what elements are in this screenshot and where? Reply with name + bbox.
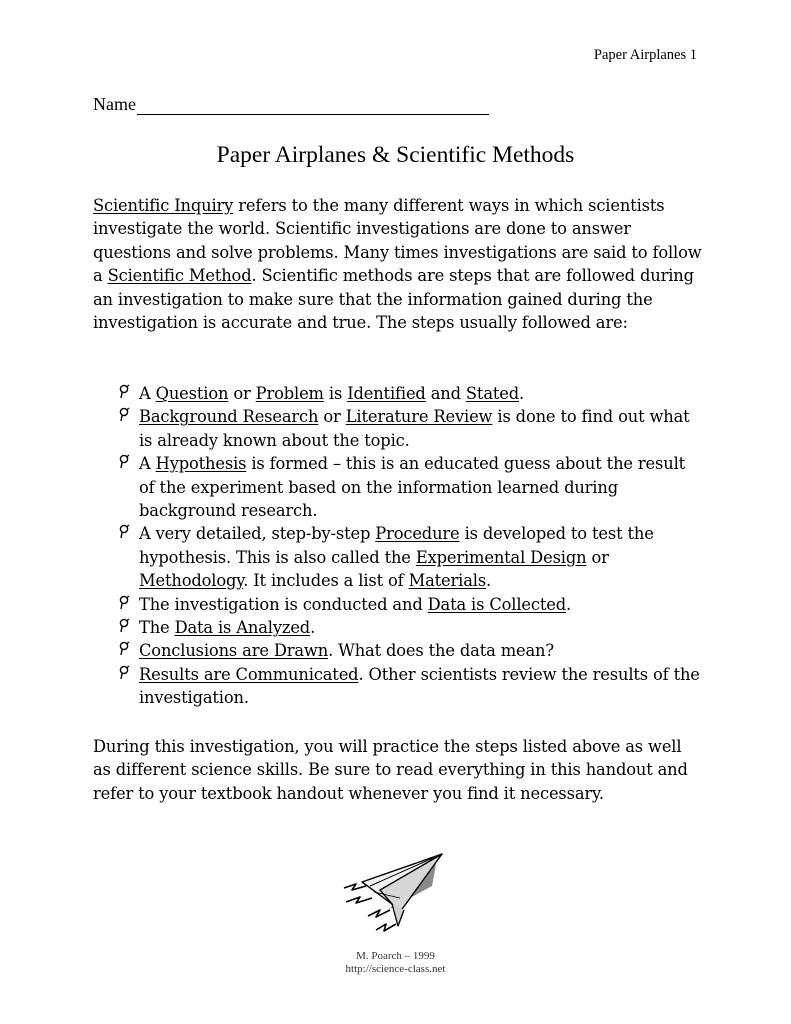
step-text (139, 618, 315, 637)
text-run: . Scientific methods are steps that are followed during an investigation to make sure that the information gained during the investigation is accurate and true. The steps usually followed are: (93, 266, 694, 333)
step-item (93, 405, 703, 452)
step-item (93, 382, 703, 405)
key-term: Experimental Design (415, 547, 587, 567)
text-run: . (566, 594, 572, 614)
outro-paragraph: During this investigation, you will practice the steps listed above as well as different science skills. Be sure to read everything in this handout and refer to your textbook handout whenever you find it necessary. (93, 737, 688, 803)
key-term: Procedure (375, 524, 460, 544)
name-field (93, 94, 489, 115)
text-run: is developed to test the hypothesis. This is also called the (139, 524, 654, 567)
step-item (93, 522, 703, 592)
page-header: Paper Airplanes 1 (593, 47, 697, 63)
text-run: is formed – this is an educated guess about the result of the experiment based on the information learned during background research. (139, 454, 686, 521)
footer-url[interactable]: http://science-class.net (345, 963, 446, 975)
text-run: . It includes a list of (243, 571, 409, 591)
key-term: Data is Analyzed (174, 618, 311, 638)
text-run: A (139, 454, 156, 474)
name-blank-line[interactable] (137, 96, 489, 115)
text-run: or (586, 547, 609, 567)
key-term: Background Research (139, 407, 319, 427)
step-text (139, 595, 571, 614)
pushpin-icon (117, 639, 133, 662)
text-run: refers to the many different ways in which scientists investigate the world. Scientific investigations are done to answer questions and solve problems. Many times investigations are said to follow a (93, 196, 702, 286)
key-term: Problem (255, 384, 324, 403)
text-run: The investigation is conducted and (139, 594, 428, 614)
step-text (139, 384, 524, 403)
key-term: Stated (465, 384, 520, 403)
key-term: Data is Collected (427, 594, 567, 614)
text-run: . (486, 571, 492, 591)
step-item (93, 639, 703, 662)
pushpin-icon (117, 616, 133, 639)
pushpin-icon (117, 663, 133, 686)
key-term: Identified (347, 384, 426, 403)
key-term: Question (155, 384, 229, 403)
text-run: and (425, 384, 466, 403)
key-term: Conclusions are Drawn (139, 641, 329, 661)
step-item (93, 663, 703, 710)
step-text (139, 665, 700, 707)
steps-list (93, 382, 703, 710)
text-run: or (228, 384, 256, 403)
key-term: Literature Review (345, 407, 493, 427)
text-run: is done to find out what is already known about the topic. (139, 407, 690, 450)
pushpin-icon (117, 405, 133, 428)
key-term: Hypothesis (155, 454, 247, 474)
pushpin-icon (117, 522, 133, 545)
footer-author: M. Poarch – 1999 (356, 950, 435, 962)
pushpin-icon (117, 382, 133, 405)
step-item (93, 593, 703, 616)
key-term: Scientific Inquiry (93, 196, 234, 215)
step-text (139, 641, 554, 660)
key-term: Materials (408, 571, 487, 591)
text-run: . What does the data mean? (328, 641, 554, 661)
text-run: is (323, 384, 348, 403)
text-run: . (310, 618, 316, 638)
step-item (93, 452, 703, 522)
page-title: Paper Airplanes & Scientific Methods (216, 142, 575, 168)
intro-paragraph (93, 194, 703, 334)
text-run: The (139, 618, 175, 638)
step-text (139, 454, 685, 520)
text-run: A (139, 384, 156, 403)
step-item (93, 616, 703, 639)
text-run: . Other scientists review the results of the investigation. (139, 664, 700, 708)
page-footer (0, 950, 791, 976)
step-text (139, 407, 690, 449)
text-run: A very detailed, step-by-step (139, 524, 376, 544)
step-text (139, 524, 654, 590)
pushpin-icon (117, 593, 133, 616)
key-term: Methodology (139, 571, 244, 591)
name-label: Name (93, 94, 136, 114)
text-run: or (318, 407, 346, 427)
key-term: Results are Communicated (139, 664, 359, 684)
text-run: . (519, 384, 525, 403)
paper-airplane-icon (340, 852, 446, 936)
key-term: Scientific Method (107, 266, 252, 286)
pushpin-icon (117, 452, 133, 475)
